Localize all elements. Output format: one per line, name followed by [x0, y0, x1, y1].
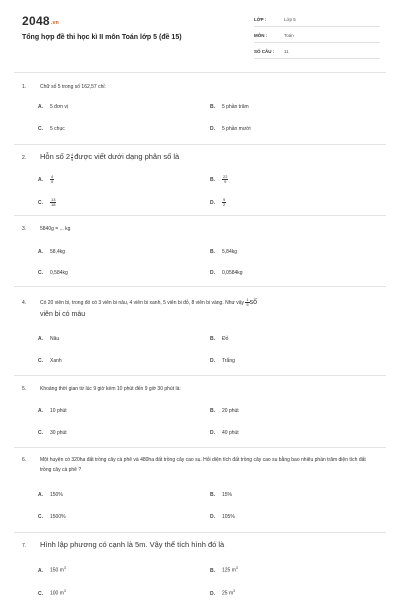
- divider: [14, 286, 386, 287]
- meta-class-value: Lớp 5: [284, 17, 296, 22]
- fraction-numerator: 22: [223, 174, 228, 179]
- fraction-denominator: 9: [71, 156, 74, 162]
- option-1c[interactable]: [38, 126, 65, 132]
- option-letter: B.: [210, 408, 215, 414]
- option-letter: B.: [210, 492, 215, 498]
- option-text: 100: [50, 590, 59, 597]
- question-text: Một huyện có 320ha đất trồng cây cà phê và 480ha đất trồng cây cao su. Hỏi diện tích đất trồng cây cao su bằng bao nhiêu phần trăm diện tích đất trồng cây cà phê ?: [40, 457, 366, 473]
- meta-count-label: SỐ CÂU :: [254, 49, 275, 54]
- option-letter: C.: [38, 126, 43, 132]
- meta-count-value: 11: [284, 49, 289, 54]
- option-letter: B.: [210, 104, 215, 110]
- question-4: [22, 298, 257, 307]
- option-6b[interactable]: [210, 492, 232, 498]
- option-letter: B.: [210, 567, 215, 574]
- option-1a[interactable]: [38, 104, 68, 110]
- fraction-numerator: 13: [51, 197, 56, 202]
- question-number: 2.: [22, 155, 27, 161]
- option-text: 5 chục: [50, 126, 65, 132]
- option-2b[interactable]: [210, 175, 228, 184]
- option-letter: A.: [38, 249, 43, 255]
- option-letter: D.: [210, 590, 215, 597]
- option-letter: A.: [38, 408, 43, 414]
- question-text: Hình lập phương có cạnh là 5m. Vậy thể tích hình đó là: [40, 540, 225, 549]
- meta-class-label: LỚP :: [254, 17, 267, 22]
- option-text: Xanh: [50, 358, 62, 364]
- option-letter: D.: [210, 358, 215, 364]
- question-number: 4.: [22, 299, 27, 306]
- fraction-numerator: 4: [71, 151, 74, 157]
- option-letter: C.: [38, 270, 43, 276]
- option-letter: A.: [38, 176, 43, 183]
- option-4c[interactable]: [38, 358, 62, 364]
- option-fraction: [50, 198, 56, 207]
- option-text: 150: [50, 567, 59, 574]
- question-text: 5840g = ... kg: [40, 226, 71, 232]
- option-letter: D.: [210, 199, 215, 206]
- option-fraction: [222, 175, 228, 184]
- question-6: [22, 455, 374, 475]
- option-5b[interactable]: [210, 408, 239, 414]
- option-3d[interactable]: [210, 270, 243, 276]
- fraction-denominator: 9: [224, 179, 227, 184]
- meta-subject-label: MÔN :: [254, 33, 268, 38]
- option-text: 58,4kg: [50, 249, 66, 255]
- option-7b[interactable]: [210, 566, 238, 574]
- question-3: [22, 226, 70, 232]
- option-text: Đỏ: [222, 336, 229, 342]
- option-3c[interactable]: [38, 270, 68, 276]
- option-text: 20 phút: [222, 408, 239, 414]
- option-letter: B.: [210, 176, 215, 183]
- page-title: Tổng hợp đề thi học kì II môn Toán lớp 5 (đề 15): [22, 34, 182, 41]
- divider: [14, 215, 386, 216]
- unit-exponent: 3: [63, 589, 66, 593]
- option-text: 5,84kg: [222, 249, 238, 255]
- site-logo[interactable]: [22, 14, 59, 28]
- meta-subject-value: Toán: [284, 33, 294, 38]
- question-5: [22, 386, 181, 392]
- fraction-denominator: 18: [51, 202, 56, 207]
- fraction-denominator: 5: [246, 302, 249, 307]
- question-text: được viết dưới dạng phân số là: [74, 152, 180, 161]
- option-letter: B.: [210, 336, 215, 342]
- option-letter: D.: [210, 126, 215, 132]
- mixed-fraction: [71, 153, 73, 162]
- question-number: 7.: [22, 543, 27, 549]
- option-2d[interactable]: [210, 198, 226, 207]
- question-4-line2: viên bi có màu: [40, 311, 86, 318]
- option-text: 15%: [222, 492, 233, 498]
- option-7d[interactable]: [210, 589, 235, 597]
- logo-suffix: .vn: [50, 20, 60, 26]
- option-4d[interactable]: [210, 358, 235, 364]
- option-text: 0,0584kg: [222, 270, 243, 276]
- meta-count-row: [254, 45, 380, 59]
- option-text: 40 phút: [222, 430, 239, 436]
- option-text: 0,584kg: [50, 270, 68, 276]
- unit: m: [59, 590, 64, 597]
- option-text: 150%: [50, 492, 63, 498]
- option-letter: C.: [38, 430, 43, 436]
- option-fraction: [222, 198, 226, 207]
- option-5c[interactable]: [38, 430, 67, 436]
- option-letter: D.: [210, 270, 215, 276]
- option-letter: D.: [210, 514, 215, 520]
- option-letter: A.: [38, 492, 43, 498]
- option-3b[interactable]: [210, 249, 237, 255]
- option-2c[interactable]: [38, 198, 56, 207]
- option-text: 5 phần trăm: [222, 104, 249, 110]
- question-text: Chữ số 5 trong số 162,57 chỉ:: [40, 84, 106, 90]
- option-text: 1500%: [50, 514, 66, 520]
- question-number: 5.: [22, 386, 27, 392]
- option-letter: C.: [38, 590, 43, 597]
- option-6c[interactable]: [38, 514, 66, 520]
- fraction-numerator: 1: [246, 297, 249, 302]
- question-number: 1.: [22, 84, 27, 90]
- option-text: 105%: [222, 514, 235, 520]
- option-letter: C.: [38, 514, 43, 520]
- option-text: 25: [222, 590, 228, 597]
- meta-class-row: [254, 13, 380, 27]
- option-5a[interactable]: [38, 408, 67, 414]
- unit-exponent: 3: [235, 566, 238, 570]
- option-text: Nâu: [50, 336, 60, 342]
- option-4b[interactable]: [210, 336, 228, 342]
- question-number: 3.: [22, 226, 27, 232]
- option-6d[interactable]: [210, 514, 235, 520]
- option-text: 5 phần mười: [222, 126, 251, 132]
- unit: m: [228, 590, 234, 597]
- question-number: 6.: [22, 457, 27, 463]
- question-1: [22, 84, 106, 90]
- option-1d[interactable]: [210, 126, 251, 132]
- question-text: số: [249, 298, 258, 306]
- question-text: Khoảng thời gian từ lúc 9 giờ kém 10 phút đến 9 giờ 30 phút là:: [40, 386, 181, 392]
- unit-exponent: 3: [233, 589, 236, 593]
- unit-exponent: 3: [63, 566, 66, 570]
- option-letter: D.: [210, 430, 215, 436]
- logo-main: 2048: [22, 14, 50, 28]
- option-7a[interactable]: [38, 566, 66, 574]
- header: [0, 0, 400, 68]
- option-letter: A.: [38, 336, 43, 342]
- question-2: [22, 152, 179, 162]
- divider: [14, 375, 386, 376]
- option-text: 10 phút: [50, 408, 67, 414]
- option-letter: A.: [38, 567, 43, 574]
- option-letter: C.: [38, 358, 43, 364]
- option-1b[interactable]: [210, 104, 249, 110]
- option-7c[interactable]: [38, 589, 66, 597]
- divider: [14, 72, 386, 73]
- option-letter: A.: [38, 104, 43, 110]
- option-letter: C.: [38, 199, 43, 206]
- fraction-numerator: 4: [51, 174, 54, 179]
- option-text: 125: [222, 567, 231, 574]
- unit: m: [231, 567, 236, 574]
- option-text: 30 phút: [50, 430, 67, 436]
- fraction-denominator: 2: [223, 202, 226, 207]
- option-2a[interactable]: [38, 175, 54, 184]
- fraction-numerator: 9: [223, 197, 226, 202]
- question-7: [22, 540, 224, 549]
- unit: m: [59, 567, 64, 574]
- option-6a[interactable]: [38, 492, 63, 498]
- question-text: Có 20 viên bi, trong đó có 3 viên bi nâu, 4 viên bi xanh, 5 viên bi đỏ, 8 viên bi vàng. Như vậy: [40, 299, 245, 306]
- option-5d[interactable]: [210, 430, 239, 436]
- option-fraction: [50, 175, 54, 184]
- divider: [14, 144, 386, 145]
- divider: [14, 532, 386, 533]
- option-3a[interactable]: [38, 249, 65, 255]
- option-text: 5 đơn vị: [50, 104, 69, 110]
- divider: [14, 447, 386, 448]
- meta-subject-row: [254, 29, 380, 43]
- option-letter: B.: [210, 249, 215, 255]
- option-4a[interactable]: [38, 336, 59, 342]
- option-text: Trắng: [222, 358, 235, 364]
- fraction-denominator: 9: [51, 179, 54, 184]
- question-text: Hỗn số 2: [40, 152, 71, 161]
